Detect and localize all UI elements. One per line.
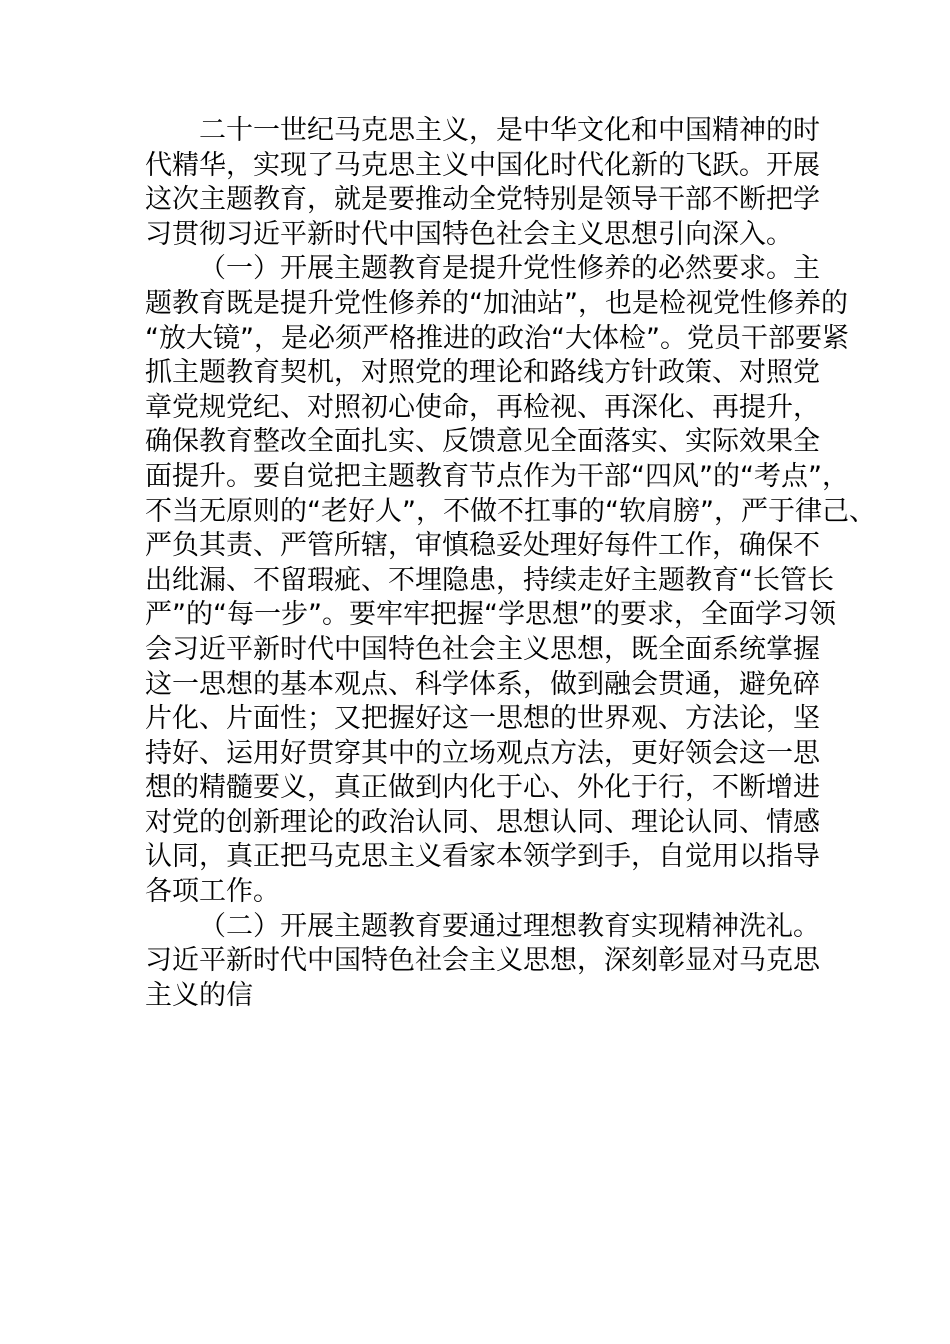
paragraph-2 [145,252,876,909]
text-line: 习贯彻习近平新时代中国特色社会主义思想引向深入。 [145,218,793,250]
text-line: 对党的创新理论的政治认同、思想认同、理论认同、情感 [145,806,820,838]
paragraph-1 [145,114,820,252]
text-line: 持好、运用好贯穿其中的立场观点方法，更好领会这一思 [145,737,820,769]
text-line: 各项工作。 [145,876,280,908]
text-line: 严负其责、严管所辖，审慎稳妥处理好每件工作，确保不 [145,530,820,562]
text-line: “放大镜”，是必须严格推进的政治“大体检”。党员干部要紧 [145,322,849,354]
text-line: 抓主题教育契机，对照党的理论和路线方针政策、对照党 [145,357,820,389]
text-line: 认同，真正把马克思主义看家本领学到手，自觉用以指导 [145,841,820,873]
text-line: 不当无原则的“老好人”，不做不扛事的“软肩膀”，严于律己、 [145,495,876,527]
text-line: 这次主题教育，就是要推动全党特别是领导干部不断把学 [145,184,820,216]
text-line: 严”的“每一步”。要牢牢把握“学思想”的要求，全面学习领 [145,599,836,631]
text-line: 代精华，实现了马克思主义中国化时代化新的飞跃。开展 [145,149,820,181]
text-line: 章党规党纪、对照初心使命，再检视、再深化、再提升， [145,391,820,423]
body-text [145,114,876,1013]
text-line: （一）开展主题教育是提升党性修养的必然要求。主 [199,253,820,285]
text-line: （二）开展主题教育要通过理想教育实现精神洗礼。 [199,910,820,942]
text-line: 出纰漏、不留瑕疵、不埋隐患，持续走好主题教育“长管长 [145,564,834,596]
text-line: 面提升。要自觉把主题教育节点作为干部“四风”的“考点”， [145,460,849,492]
text-line: 确保教育整改全面扎实、反馈意见全面落实、实际效果全 [145,426,820,458]
text-line: 习近平新时代中国特色社会主义思想，深刻彰显对马克思 [145,945,820,977]
text-line: 这一思想的基本观点、科学体系，做到融会贯通，避免碎 [145,668,820,700]
text-line: 二十一世纪马克思主义，是中华文化和中国精神的时 [199,115,820,146]
text-line: 片化、片面性；又把握好这一思想的世界观、方法论，坚 [145,703,820,735]
text-line: 会习近平新时代中国特色社会主义思想，既全面系统掌握 [145,633,820,665]
paragraph-3 [145,910,820,1014]
text-line: 想的精髓要义，真正做到内化于心、外化于行，不断增进 [145,772,820,804]
text-line: 题教育既是提升党性修养的“加油站”，也是检视党性修养的 [145,287,848,319]
text-line: 主义的信 [145,979,253,1011]
